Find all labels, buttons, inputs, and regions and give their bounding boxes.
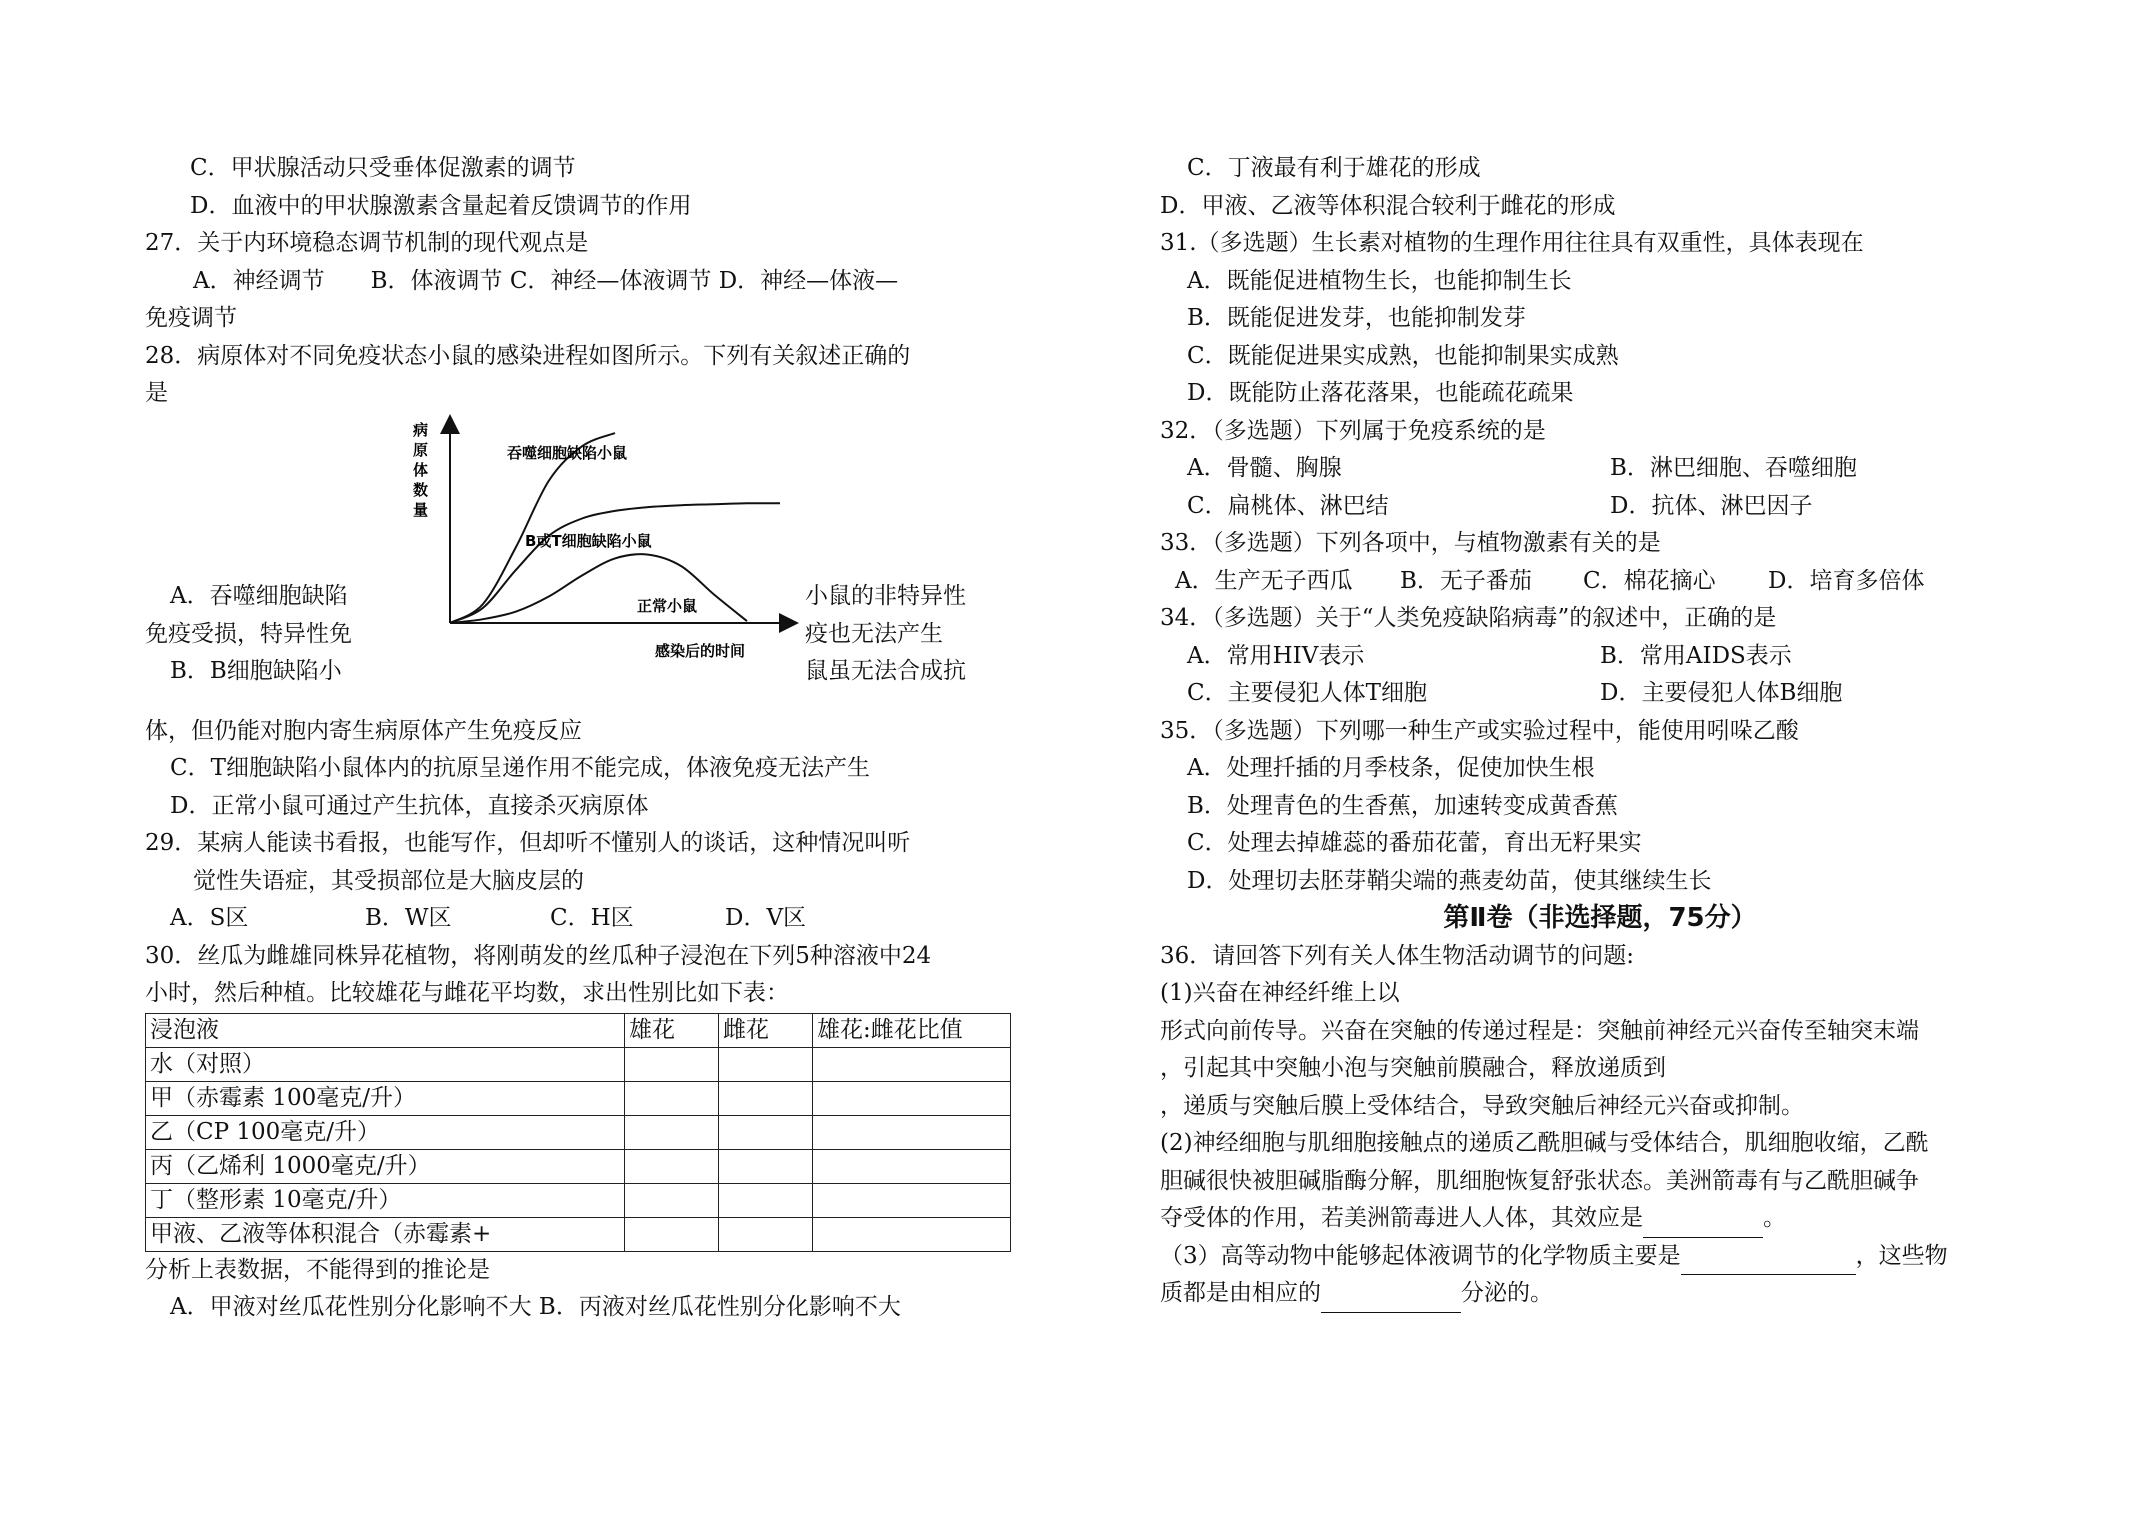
q36-part2-a: (2)神经细胞与肌细胞接触点的递质乙酰胆碱与受体结合，肌细胞收缩，乙酰: [1160, 1130, 1929, 1156]
q27-stem: 27．关于内环境稳态调节机制的现代观点是: [145, 230, 589, 256]
q31-option-b: B．既能促进发芽，也能抑制发芽: [1187, 305, 1526, 331]
q36-part2-c-end: 。: [1763, 1205, 1786, 1231]
q34-option-a: A．常用HIV表示: [1187, 642, 1365, 669]
table-row: [146, 1081, 1011, 1115]
table-cell: 甲（赤霉素 100毫克/升）: [146, 1081, 625, 1115]
x-axis-label: 感染后的时间: [655, 641, 746, 660]
table-cell: [625, 1081, 719, 1115]
q35-option-a: A．处理扦插的月季枝条，促使加快生根: [1187, 755, 1595, 781]
series-label-normal: 正常小鼠: [637, 596, 698, 615]
q32-options-cd: [1160, 488, 2040, 526]
q27-options: A．神经调节 B．体液调节 C．神经—体液调节 D．神经—体液—: [193, 267, 899, 294]
q36-part2-c: [1160, 1200, 2040, 1238]
q28-stem-cont: 是: [145, 380, 168, 406]
table-cell: 乙（CP 100毫克/升）: [146, 1115, 625, 1149]
q36-part1-a: (1)兴奋在神经纤维上以: [1160, 980, 1400, 1006]
table-cell: [813, 1081, 1011, 1115]
q33-option-d: D．培育多倍体: [1768, 567, 1925, 594]
q30-options-ab: A．甲液对丝瓜花性别分化影响不大 B．丙液对丝瓜花性别分化影响不大: [170, 1294, 901, 1320]
q29-option-d: D．V区: [725, 905, 807, 931]
q32-option-d: D．抗体、淋巴因子: [1610, 492, 1813, 519]
q33-option-b: B．无子番茄: [1400, 567, 1532, 594]
curve-bt-deficient: [450, 503, 780, 623]
table-row: [146, 1115, 1011, 1149]
q30-after-table: 分析上表数据，不能得到的推论是: [145, 1256, 490, 1283]
q31-stem: 31.（多选题）生长素对植物的生理作用往往具有双重性，具体表现在: [1160, 230, 1864, 256]
q34-option-b: B．常用AIDS表示: [1600, 642, 1792, 669]
q35-option-c: C．处理去掉雄蕊的番茄花蕾，育出无籽果实: [1187, 830, 1642, 856]
table-cell: 丙（乙烯利 1000毫克/升）: [146, 1149, 625, 1183]
q32-stem: 32．（多选题）下列属于免疫系统的是: [1160, 417, 1546, 444]
q29-options: [145, 900, 1015, 938]
table-header-cell: 浸泡液: [146, 1013, 625, 1047]
table-cell: [625, 1183, 719, 1217]
q26-option-d: D．血液中的甲状腺激素含量起着反馈调节的作用: [190, 192, 692, 219]
table-cell: [625, 1115, 719, 1149]
q34-stem: 34．（多选题）关于“人类免疫缺陷病毒”的叙述中，正确的是: [1160, 605, 1777, 631]
q33-option-c: C．棉花摘心: [1583, 567, 1716, 594]
q36-part2-b: 胆碱很快被胆碱脂酶分解，肌细胞恢复舒张状态。美洲箭毒有与乙酰胆碱争: [1160, 1167, 1919, 1194]
left-column: [145, 150, 1015, 1327]
answer-blank[interactable]: [1321, 1288, 1461, 1313]
q28-stem: 28．病原体对不同免疫状态小鼠的感染进程如图所示。下列有关叙述正确的: [145, 342, 911, 369]
q28-option-b-left: B．B细胞缺陷小: [170, 657, 342, 684]
y-axis-label-char: 体: [413, 460, 429, 479]
q32-option-c: C．扁桃体、淋巴结: [1187, 492, 1389, 519]
q36-part1-c: ，引起其中突触小泡与突触前膜融合，释放递质到: [1160, 1055, 1666, 1081]
table-cell: [625, 1217, 719, 1251]
q29-stem-cont: 觉性失语症，其受损部位是大脑皮层的: [193, 867, 584, 894]
q29-option-b: B．W区: [365, 905, 452, 931]
q34-options-cd: [1160, 675, 2040, 713]
q36-part3-b-end: 分泌的。: [1461, 1280, 1553, 1306]
table-row: [146, 1217, 1011, 1251]
table-cell: [813, 1115, 1011, 1149]
q36-part3-a-text: （3）高等动物中能够起体液调节的化学物质主要是: [1160, 1242, 1681, 1269]
q30-option-d: D．甲液、乙液等体积混合较利于雌花的形成: [1160, 192, 1616, 219]
q36-part3-b: [1160, 1275, 2040, 1313]
q31-option-c: C．既能促进果实成熟，也能抑制果实成熟: [1187, 342, 1619, 369]
q31-option-d: D．既能防止落花落果，也能疏花疏果: [1187, 380, 1574, 406]
q36-stem: 36．请回答下列有关人体生物活动调节的问题:: [1160, 942, 1635, 969]
q36-part2-c-text: 夺受体的作用，若美洲箭毒进人人体，其效应是: [1160, 1205, 1643, 1231]
q29-option-c: C．H区: [550, 905, 634, 931]
table-cell: [719, 1081, 813, 1115]
table-cell: [719, 1217, 813, 1251]
q31-option-a: A．既能促进植物生长，也能抑制生长: [1187, 267, 1572, 294]
q32-option-a: A．骨髓、胸腺: [1187, 455, 1342, 481]
q36-part3-a: [1160, 1238, 2040, 1276]
q30-stem: 30．丝瓜为雌雄同株异花植物，将刚萌发的丝瓜种子浸泡在下列5种溶液中24: [145, 942, 932, 969]
y-axis-label-char: 量: [413, 500, 429, 519]
q28-option-c: C．T细胞缺陷小鼠体内的抗原呈递作用不能完成，体液免疫无法产生: [170, 755, 870, 781]
q36-part1-b: 形式向前传导。兴奋在突触的传递过程是：突触前神经元兴奋传至轴突末端: [1160, 1017, 1919, 1044]
q32-option-b: B．淋巴细胞、吞噬细胞: [1610, 455, 1857, 481]
table-cell: [719, 1047, 813, 1081]
table-cell: [625, 1047, 719, 1081]
q33-options: [1160, 563, 2040, 601]
q29-option-a: A．S区: [170, 905, 249, 931]
q28-option-a-right: 小鼠的非特异性: [805, 582, 966, 609]
table-cell: [813, 1183, 1011, 1217]
q28-option-b-cont: 体，但仍能对胞内寄生病原体产生免疫反应: [145, 717, 582, 744]
y-axis-label: [412, 421, 428, 519]
q34-option-c: C．主要侵犯人体T细胞: [1187, 680, 1427, 706]
infection-chart: [395, 413, 835, 703]
table-cell: 丁（整形素 10毫克/升）: [146, 1183, 625, 1217]
q30-table: [145, 1013, 1011, 1252]
q28-option-a2-right: 疫也无法产生: [805, 620, 943, 647]
q30-option-c: C．丁液最有利于雄花的形成: [1187, 155, 1481, 181]
q33-stem: 33．（多选题）下列各项中，与植物激素有关的是: [1160, 530, 1661, 556]
q34-options-ab: [1160, 638, 2040, 676]
q28-option-b-right: 鼠虽无法合成抗: [805, 657, 966, 684]
q36-part3-a-end: ，这些物: [1855, 1242, 1948, 1269]
q26-option-c: C．甲状腺活动只受垂体促激素的调节: [190, 155, 576, 181]
y-axis-label-char: 数: [413, 480, 429, 499]
table-header-cell: 雌花: [719, 1013, 813, 1047]
q35-option-d: D．处理切去胚芽鞘尖端的燕麦幼苗，使其继续生长: [1187, 867, 1712, 894]
table-cell: [719, 1183, 813, 1217]
answer-blank[interactable]: [1681, 1250, 1856, 1275]
table-row: [146, 1149, 1011, 1183]
q30-stem-cont: 小时，然后种植。比较雄花与雌花平均数，求出性别比如下表：: [145, 980, 789, 1006]
table-cell: 甲液、乙液等体积混合（赤霉素+: [146, 1217, 625, 1251]
table-header-row: [146, 1013, 1011, 1047]
series-label-phagocyte: 吞噬细胞缺陷小鼠: [507, 443, 628, 462]
right-column: [1160, 150, 2040, 1313]
q28-option-a2-left: 免疫受损，特异性免: [145, 620, 352, 647]
table-cell: [813, 1217, 1011, 1251]
q36-part3-b-text: 质都是由相应的: [1160, 1280, 1321, 1306]
q28-option-d: D．正常小鼠可通过产生抗体，直接杀灭病原体: [170, 792, 649, 819]
table-row: [146, 1183, 1011, 1217]
q35-stem: 35．（多选题）下列哪一种生产或实验过程中，能使用吲哚乙酸: [1160, 717, 1799, 744]
q28-figure-block: [145, 413, 1015, 713]
q33-option-a: A．生产无子西瓜: [1175, 567, 1353, 594]
series-label-bt: B或T细胞缺陷小鼠: [525, 531, 652, 550]
table-cell: [625, 1149, 719, 1183]
answer-blank[interactable]: [1643, 1213, 1763, 1238]
table-cell: [813, 1047, 1011, 1081]
q36-part1-d: ，递质与突触后膜上受体结合，导致突触后神经元兴奋或抑制。: [1160, 1092, 1804, 1119]
section-heading: 第Ⅱ卷（非选择题，75分）: [1443, 903, 1757, 933]
q34-option-d: D．主要侵犯人体B细胞: [1600, 680, 1843, 706]
q28-option-a-left: A．吞噬细胞缺陷: [170, 582, 348, 609]
table-header-cell: 雄花:雌花比值: [813, 1013, 1011, 1047]
y-axis-label-char: 病: [413, 420, 429, 439]
table-row: [146, 1047, 1011, 1081]
q27-options-cont: 免疫调节: [145, 305, 237, 331]
table-header-cell: 雄花: [625, 1013, 719, 1047]
y-axis-label-char: 原: [413, 440, 429, 459]
table-cell: [719, 1115, 813, 1149]
q32-options-ab: [1160, 450, 2040, 488]
table-cell: [813, 1149, 1011, 1183]
table-cell: 水（对照）: [146, 1047, 625, 1081]
table-cell: [719, 1149, 813, 1183]
q35-option-b: B．处理青色的生香蕉，加速转变成黄香蕉: [1187, 792, 1618, 819]
q29-stem: 29．某病人能读书看报，也能写作，但却听不懂别人的谈话，这种情况叫听: [145, 830, 911, 856]
